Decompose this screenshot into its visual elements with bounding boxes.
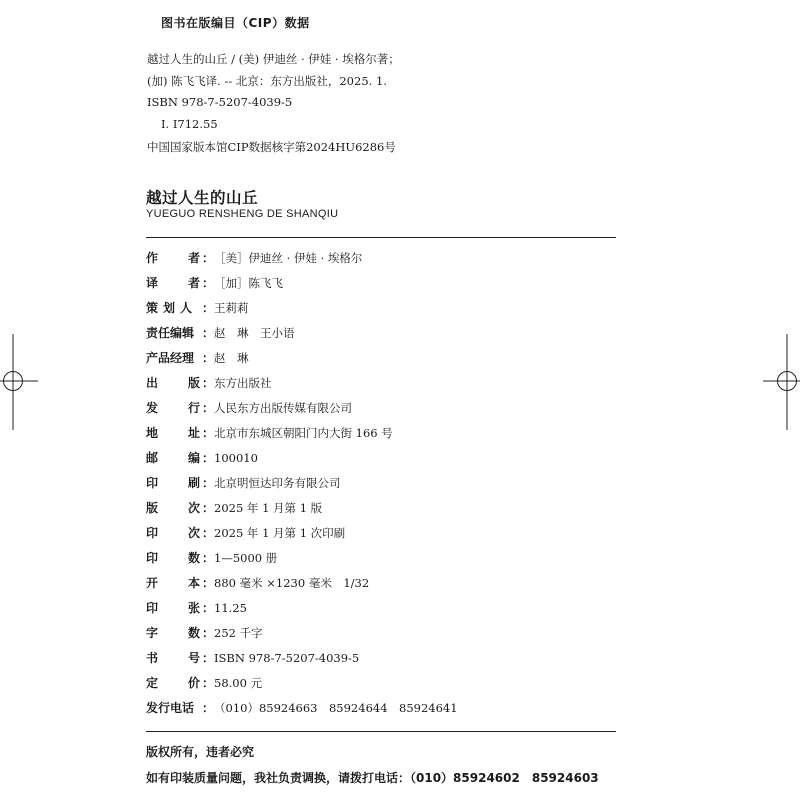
detail-row-word-count [146, 623, 616, 648]
detail-row-isbn [146, 648, 616, 673]
detail-colon: ： [202, 676, 215, 690]
detail-row-address [146, 423, 616, 448]
divider-top [146, 237, 616, 238]
detail-row-impression [146, 523, 616, 548]
detail-colon: ： [202, 476, 215, 490]
detail-row-postcode [146, 448, 616, 473]
detail-row-format [146, 573, 616, 598]
print-quality-notice: 如有印装质量问题，我社负责调换，请拨打电话：（010）85924602 85924603 [146, 771, 599, 785]
cip-line-translator: (加) 陈飞飞译. -- 北京：东方出版社，2025. 1. [147, 74, 387, 88]
detail-label: 书 号 [146, 651, 200, 665]
detail-colon: ： [202, 651, 215, 665]
detail-value: ［美］伊迪丝 · 伊娃 · 埃格尔 [214, 251, 363, 265]
detail-label: 印 次 [146, 526, 200, 540]
detail-row-author [146, 248, 616, 273]
detail-colon: ： [202, 251, 215, 265]
detail-value: 100010 [214, 451, 258, 465]
detail-row-sales-phone [146, 698, 616, 723]
detail-colon: ： [202, 526, 215, 540]
detail-label: 印 刷 [146, 476, 200, 490]
detail-value: 人民东方出版传媒有限公司 [214, 401, 352, 415]
publishing-details [146, 248, 616, 723]
detail-row-distributor [146, 398, 616, 423]
detail-value: ［加］陈飞飞 [214, 276, 283, 290]
detail-value: 北京市东城区朝阳门内大街 166 号 [214, 426, 393, 440]
detail-row-print-run [146, 548, 616, 573]
registration-crosshair-icon [0, 334, 38, 434]
detail-value: 11.25 [214, 601, 247, 615]
cip-line-isbn: ISBN 978-7-5207-4039-5 [147, 95, 293, 109]
detail-label: 版 次 [146, 501, 200, 515]
detail-value: 880 毫米 ×1230 毫米 1/32 [214, 576, 370, 590]
detail-colon: ： [202, 576, 215, 590]
detail-row-planner [146, 298, 616, 323]
detail-label: 印 张 [146, 601, 200, 615]
detail-row-translator [146, 273, 616, 298]
detail-label: 出 版 [146, 376, 200, 390]
detail-row-publisher [146, 373, 616, 398]
detail-row-product-manager [146, 348, 616, 373]
detail-value: 王莉莉 [214, 301, 249, 315]
detail-label: 发行电话 [146, 701, 195, 715]
copyright-notice: 版权所有，违者必究 [146, 745, 255, 759]
detail-label: 责任编辑 [146, 326, 195, 340]
detail-value: 252 千字 [214, 626, 263, 640]
cip-line-author: 越过人生的山丘 / (美) 伊迪丝 · 伊娃 · 埃格尔著； [147, 52, 400, 66]
detail-label: 字 数 [146, 626, 200, 640]
detail-row-sheets [146, 598, 616, 623]
detail-value: 赵 琳 王小语 [214, 326, 295, 340]
detail-colon: ： [202, 376, 215, 390]
detail-label: 开 本 [146, 576, 200, 590]
detail-row-edition [146, 498, 616, 523]
detail-label: 地 址 [146, 426, 200, 440]
detail-label: 印 数 [146, 551, 200, 565]
detail-colon: ： [202, 626, 215, 640]
detail-colon: ： [202, 401, 215, 415]
detail-label: 策 划 人 [146, 301, 192, 315]
detail-value: 北京明恒达印务有限公司 [214, 476, 341, 490]
detail-row-price [146, 673, 616, 698]
detail-colon: ： [202, 351, 215, 365]
book-title-pinyin: YUEGUO RENSHENG DE SHANQIU [146, 208, 339, 220]
detail-colon: ： [202, 426, 215, 440]
detail-colon: ： [202, 701, 215, 715]
detail-colon: ： [202, 326, 215, 340]
detail-colon: ： [202, 301, 215, 315]
detail-label: 译 者 [146, 276, 200, 290]
detail-colon: ： [202, 451, 215, 465]
detail-colon: ： [202, 501, 215, 515]
detail-value: 1—5000 册 [214, 551, 278, 565]
detail-label: 发 行 [146, 401, 200, 415]
detail-value: 2025 年 1 月第 1 次印刷 [214, 526, 346, 540]
detail-value: 2025 年 1 月第 1 版 [214, 501, 323, 515]
detail-colon: ： [202, 276, 215, 290]
detail-value: 58.00 元 [214, 676, 263, 690]
detail-label: 邮 编 [146, 451, 200, 465]
book-title: 越过人生的山丘 [146, 189, 259, 207]
cip-line-classification: Ⅰ. I712.55 [161, 117, 218, 131]
detail-label: 定 价 [146, 676, 200, 690]
cip-line-record-number: 中国国家版本馆CIP数据核字第2024HU6286号 [147, 140, 396, 154]
cip-heading: 图书在版编目（CIP）数据 [161, 16, 310, 30]
detail-value: 东方出版社 [214, 376, 272, 390]
detail-label: 产品经理 [146, 351, 195, 365]
detail-row-editor [146, 323, 616, 348]
detail-label: 作 者 [146, 251, 200, 265]
detail-value: （010）85924663 85924644 85924641 [214, 701, 458, 715]
registration-crosshair-icon [763, 334, 800, 434]
detail-value: ISBN 978-7-5207-4039-5 [214, 651, 360, 665]
detail-colon: ： [202, 601, 215, 615]
detail-row-printer [146, 473, 616, 498]
detail-value: 赵 琳 [214, 351, 249, 365]
detail-colon: ： [202, 551, 215, 565]
divider-bottom [146, 731, 616, 732]
